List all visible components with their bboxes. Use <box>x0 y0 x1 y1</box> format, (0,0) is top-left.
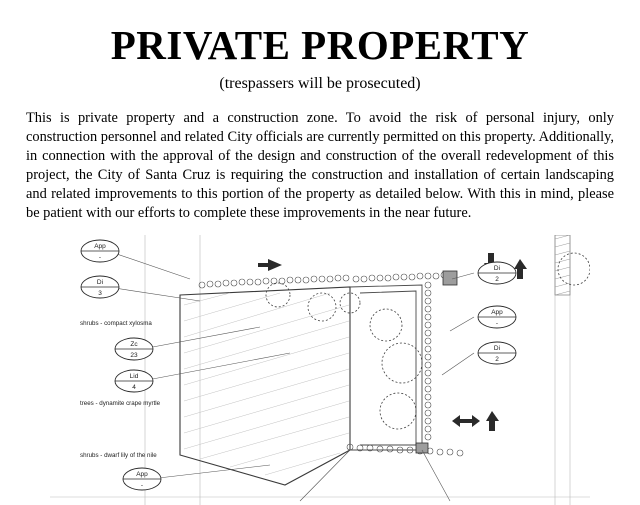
callout-code: Lid <box>129 373 139 381</box>
page-title: PRIVATE PROPERTY <box>110 22 530 68</box>
callout-code: Zc <box>130 341 138 349</box>
plan-note: shrubs - compact xylosma <box>80 320 152 328</box>
notice-body-text: This is private property and a construction zone. To avoid the risk of personal injury, only construction personnel and related City officials are currently permitted on this property. Additionally, in connection with the approval of the design and construction of the overall redevelopment of this project, the City of Santa Cruz is requiring the construction and installation of certain landscaping and related improvements to this portion of the property as detailed below. With this in mind, please be patient with our efforts to complete these improvements in the near future. <box>26 110 614 222</box>
callout-qty: 3 <box>98 290 102 298</box>
callout-app-3 <box>478 306 516 328</box>
callout-code: App <box>94 243 106 251</box>
callout-qty: 4 <box>132 384 136 392</box>
landscape-plan-drawing <box>50 235 590 505</box>
callout-di-3 <box>478 342 516 364</box>
callout-di-2 <box>478 262 516 284</box>
callout-zc <box>115 338 153 360</box>
callout-qty: 2 <box>495 356 499 364</box>
callout-lid <box>115 370 153 392</box>
callout-qty: - <box>495 320 499 328</box>
callout-code: Di <box>493 345 501 353</box>
callout-qty: - <box>98 254 102 262</box>
page-subtitle: (trespassers will be prosecuted) <box>219 75 421 93</box>
plan-note: trees - dynamite crape myrtle <box>80 400 161 408</box>
callout-code: App <box>491 309 503 317</box>
callout-app-2 <box>123 468 161 490</box>
plan-note: shrubs - dwarf lily of the nile <box>80 452 157 460</box>
callout-qty: 2 <box>495 276 499 284</box>
callout-app-1 <box>81 240 119 262</box>
callout-code: Di <box>493 265 501 273</box>
callout-qty: 23 <box>130 352 138 360</box>
callout-code: App <box>136 471 148 479</box>
callout-di-1 <box>81 276 119 298</box>
callout-code: Di <box>96 279 104 287</box>
callout-qty: - <box>140 482 144 490</box>
